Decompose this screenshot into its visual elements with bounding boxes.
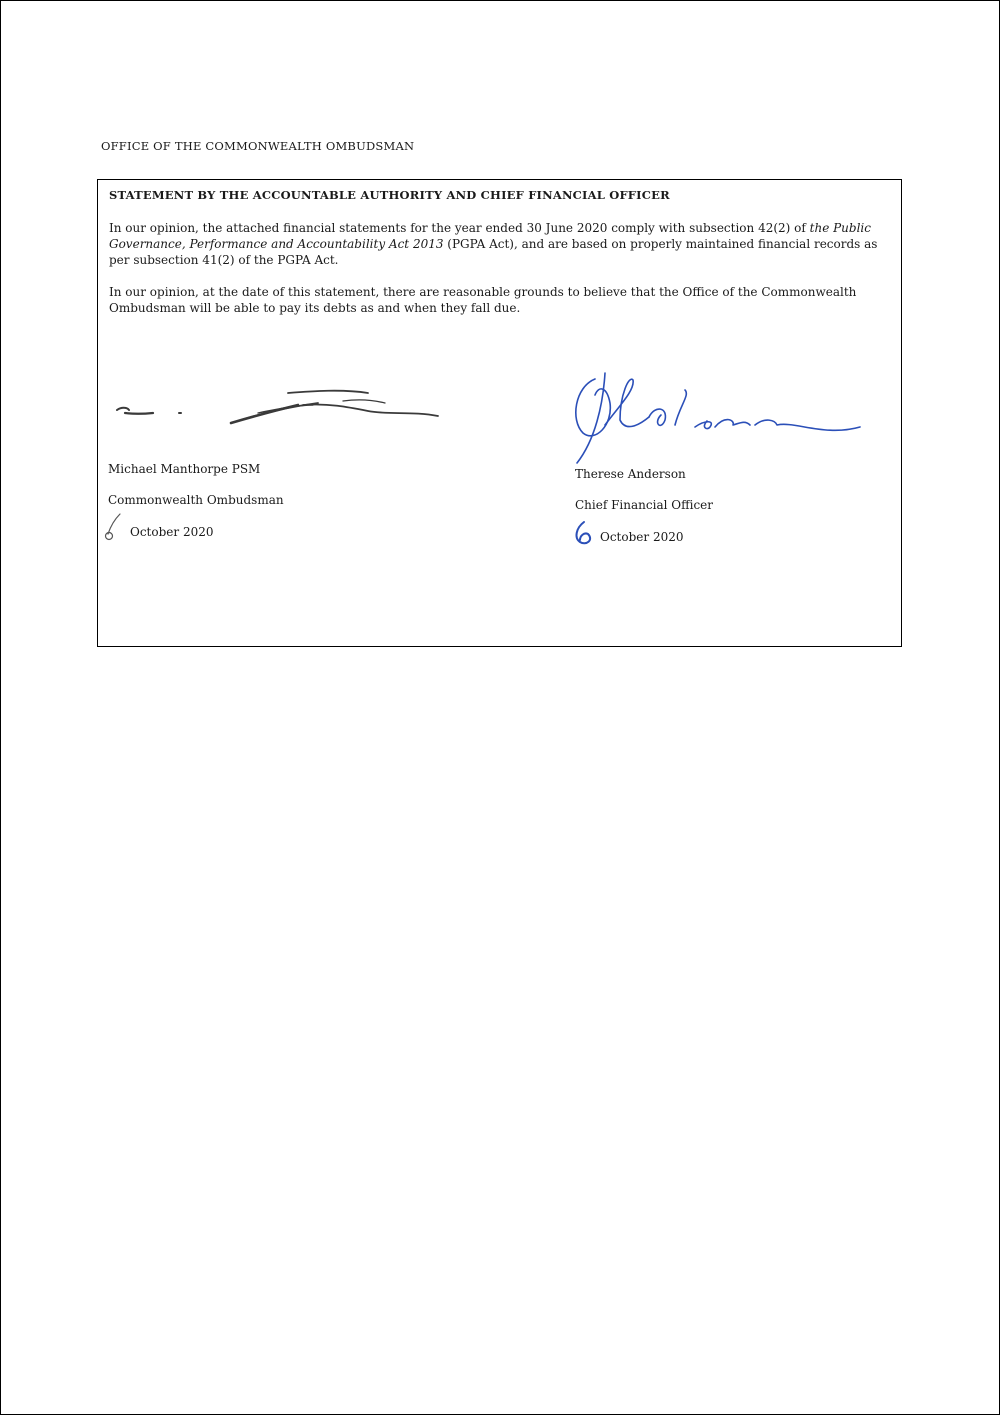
left-signatory-title: Commonwealth Ombudsman [108, 493, 284, 507]
opinion-paragraph-compliance [109, 220, 879, 268]
right-signatory-name: Therese Anderson [575, 467, 686, 481]
handwritten-day-right [572, 520, 600, 546]
opinion-paragraph-solvency: In our opinion, at the date of this statement, there are reasonable grounds to believe that the Office of the Commonwealth Ombudsman will be able to pay its debts as and when they fall due. [109, 285, 857, 315]
right-date: October 2020 [600, 530, 684, 544]
paragraph1-text-end: (PGPA Act), and are based on properly maintained financial records as per subsection 41(2) of the PGPA Act. [109, 237, 878, 267]
signature-right [565, 365, 865, 465]
signature-left [113, 383, 443, 433]
right-signatory-title: Chief Financial Officer [575, 498, 714, 512]
handwritten-day-left [100, 512, 130, 542]
left-date: October 2020 [130, 525, 214, 539]
paragraph1-text-start: In our opinion, the attached financial statements for the year ended 30 June 2020 comply with subsection 42(2) of [109, 221, 810, 235]
left-signatory-name: Michael Manthorpe PSM [108, 462, 261, 476]
office-heading: OFFICE OF THE COMMONWEALTH OMBUDSMAN [101, 139, 415, 153]
statement-title: STATEMENT BY THE ACCOUNTABLE AUTHORITY AND CHIEF FINANCIAL OFFICER [109, 188, 670, 202]
act-title: the Public Governance, Performance and Accountability Act 2013 [109, 221, 871, 251]
